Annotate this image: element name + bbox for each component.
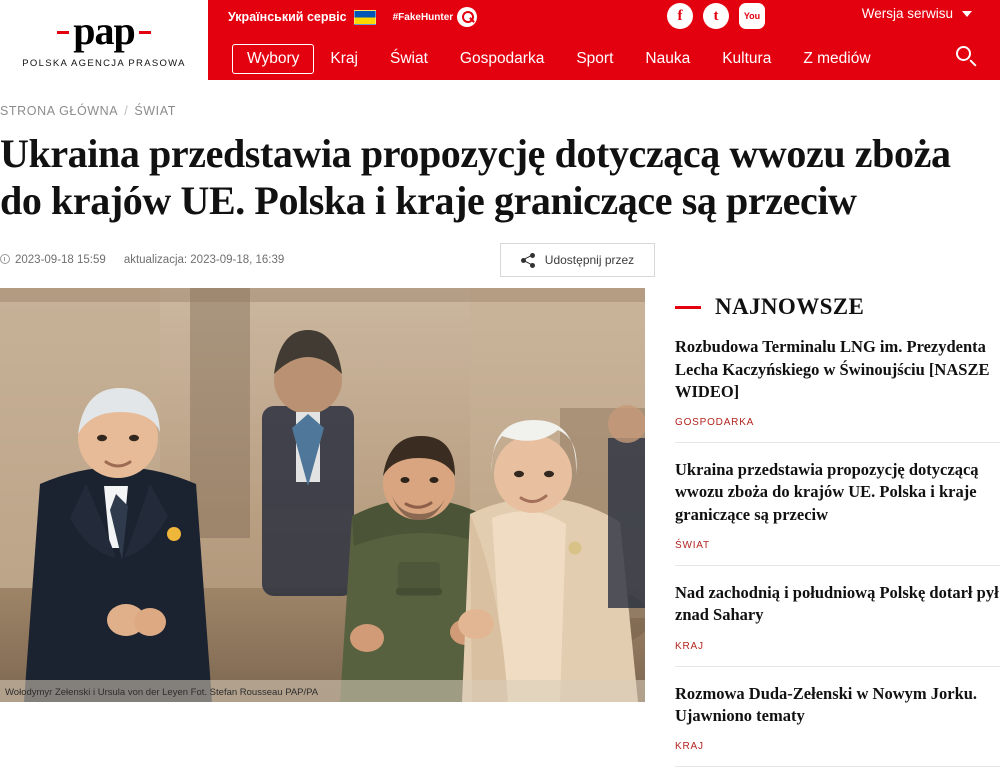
- youtube-icon[interactable]: You: [739, 3, 765, 29]
- fakehunter-label: #FakeHunter: [392, 11, 454, 23]
- page-content: [0, 104, 1000, 767]
- ukrainian-service-label: Український сервіс: [228, 10, 347, 24]
- news-category[interactable]: GOSPODARKA: [675, 417, 755, 429]
- share-button-label: Udostępnij przez: [544, 253, 635, 268]
- nav-item-kraj[interactable]: Kraj: [330, 50, 358, 67]
- ukraine-flag-icon: [354, 10, 376, 25]
- updated-date: aktualizacja: 2023-09-18, 16:39: [123, 254, 285, 267]
- page-title: Ukraina przedstawia propozycję dotyczącą wwozu zboża do krajów UE. Polska i kraje graniczące są przeciw: [0, 131, 951, 224]
- nav-item-z-mediow[interactable]: Z mediów: [803, 50, 871, 67]
- site-header: [0, 0, 1000, 80]
- sidebar-heading: [675, 294, 1000, 320]
- fakehunter-link[interactable]: [393, 7, 478, 27]
- sidebar-heading-label: NAJNOWSZE: [715, 294, 865, 320]
- search-ring: [956, 46, 971, 61]
- list-item[interactable]: [675, 566, 1000, 667]
- nav-item-swiat[interactable]: Świat: [389, 50, 428, 67]
- clock-icon: [0, 254, 10, 264]
- nav-item-gospodarka[interactable]: Gospodarka: [459, 50, 545, 67]
- chevron-down-icon: [962, 11, 972, 17]
- list-item[interactable]: [675, 443, 1000, 566]
- twitter-icon[interactable]: t: [703, 3, 729, 29]
- photo-caption: Wołodymyr Zełenski i Ursula von der Leyen Fot. Stefan Rousseau PAP/PA: [5, 687, 319, 699]
- fakehunter-icon: [457, 7, 477, 27]
- article-meta: [0, 254, 284, 266]
- photo-illustration: [0, 288, 645, 702]
- site-logo[interactable]: [0, 0, 208, 80]
- main-nav: [232, 44, 887, 74]
- article-main-column: [0, 288, 645, 767]
- facebook-icon[interactable]: f: [667, 3, 693, 29]
- news-title[interactable]: Rozmowa Duda-Zełenski w Nowym Jorku. Ujawniono tematy: [675, 683, 978, 725]
- search-handle: [969, 59, 976, 66]
- breadcrumb: [0, 104, 1000, 118]
- news-title[interactable]: Rozbudowa Terminalu LNG im. Prezydenta Lecha Kaczyńskiego w Świnoujściu [NASZE WIDEO]: [675, 337, 990, 401]
- news-title[interactable]: Ukraina przedstawia propozycję dotyczącą wwozu zboża do krajów UE. Polska i kraje graniczące są przeciw: [675, 460, 979, 524]
- share-button[interactable]: [500, 243, 655, 277]
- news-category[interactable]: ŚWIAT: [675, 539, 710, 551]
- news-category[interactable]: KRAJ: [675, 741, 704, 753]
- breadcrumb-current[interactable]: ŚWIAT: [134, 104, 176, 118]
- logo-wordmark: pap: [59, 11, 149, 51]
- news-title[interactable]: Nad zachodnią i południową Polskę dotarł pył znad Sahary: [675, 582, 999, 625]
- ukrainian-service-link[interactable]: [228, 4, 477, 30]
- heading-accent-bar: [675, 306, 701, 309]
- breadcrumb-separator: /: [124, 104, 129, 118]
- content-columns: [0, 288, 1000, 767]
- list-item[interactable]: [675, 667, 1000, 768]
- logo-subtitle: POLSKA AGENCJA PRASOWA: [22, 58, 186, 69]
- article-photo: [0, 288, 645, 702]
- service-version-select[interactable]: [862, 6, 972, 21]
- service-version-label: Wersja serwisu: [861, 6, 953, 21]
- news-category[interactable]: KRAJ: [675, 640, 704, 652]
- search-icon[interactable]: [956, 46, 978, 68]
- nav-item-sport[interactable]: Sport: [576, 50, 614, 67]
- nav-item-wybory[interactable]: Wybory: [232, 44, 314, 74]
- nav-item-nauka[interactable]: Nauka: [645, 50, 691, 67]
- published-date: 2023-09-18 15:59: [0, 254, 106, 266]
- list-item[interactable]: [675, 320, 1000, 443]
- breadcrumb-home[interactable]: STRONA GŁÓWNA: [0, 104, 119, 118]
- nav-item-kultura[interactable]: Kultura: [722, 50, 772, 67]
- sidebar-latest: [645, 288, 1000, 767]
- social-links: [667, 3, 765, 29]
- share-icon: [521, 253, 535, 267]
- article-meta-row: [0, 246, 1000, 274]
